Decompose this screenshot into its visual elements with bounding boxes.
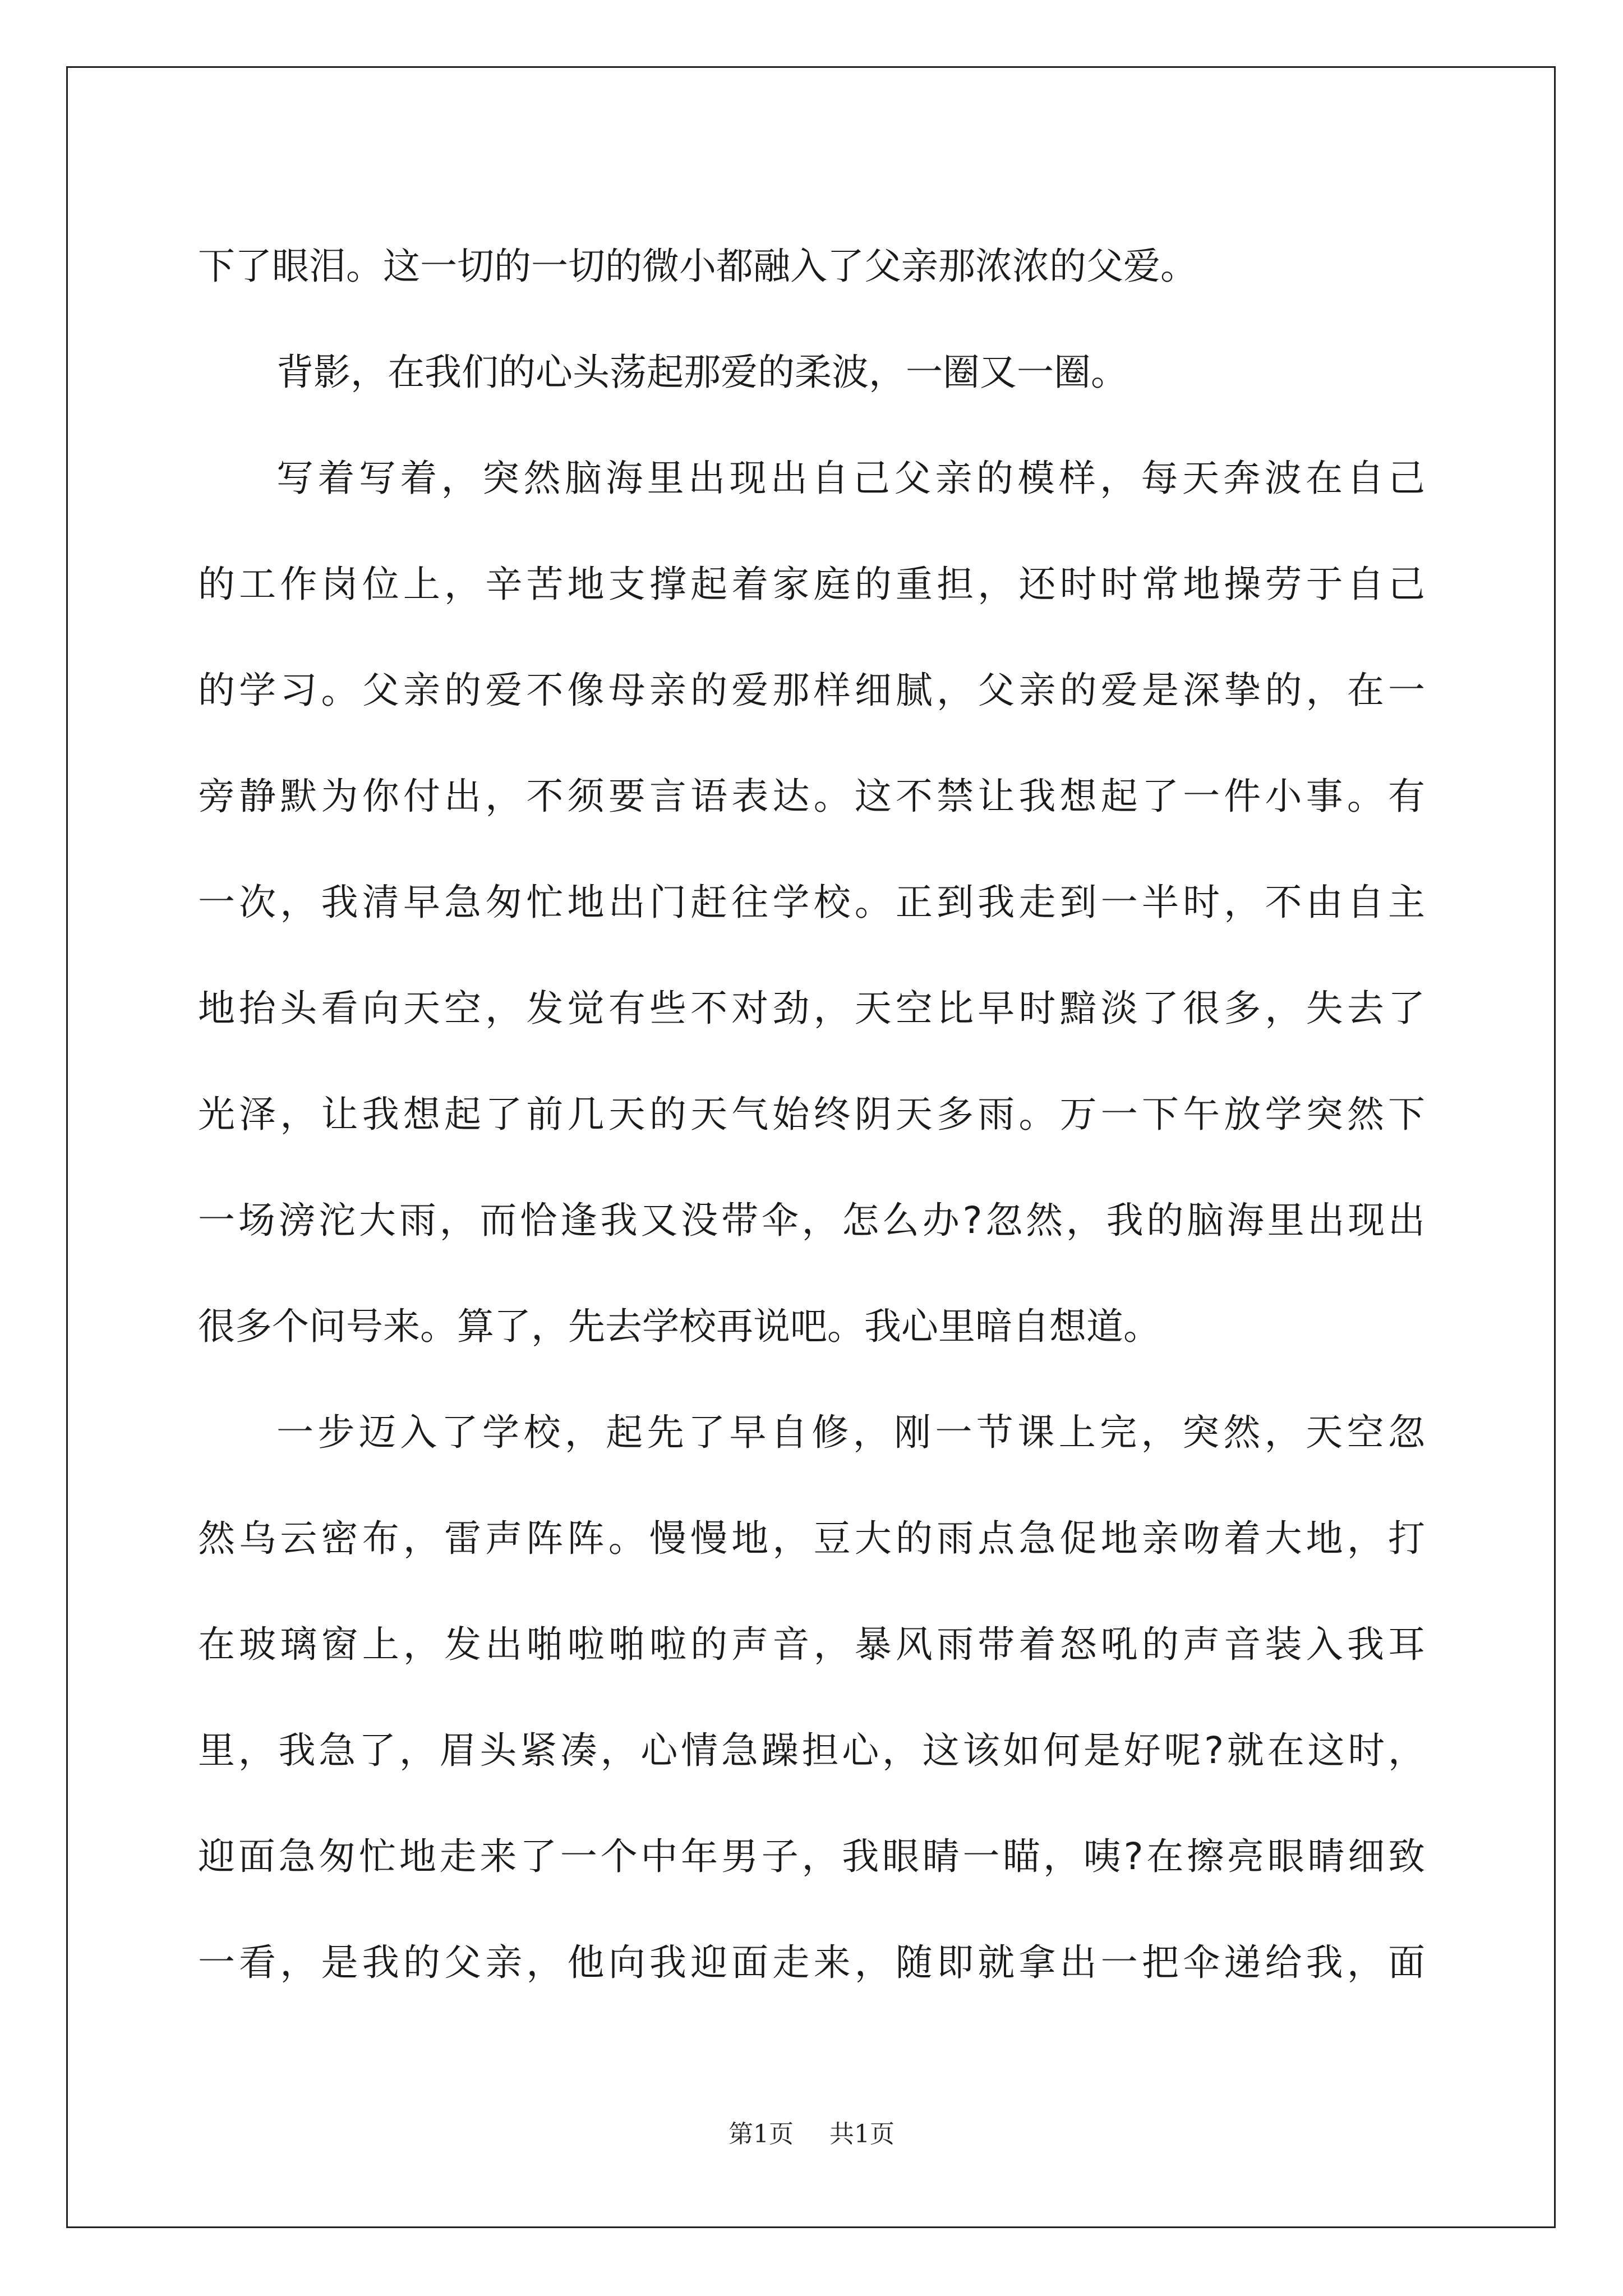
text-line: 在玻璃窗上，发出啪啦啪啦的声音，暴风雨带着怒吼的声音装入我耳 [198,1623,1425,1666]
text-line: 然乌云密布，雷声阵阵。慢慢地，豆大的雨点急促地亲吻着大地，打 [198,1517,1425,1560]
text-line: 旁静默为你付出，不须要言语表达。这不禁让我想起了一件小事。有 [198,775,1425,818]
text-line: 很多个问号来。算了，先去学校再说吧。我心里暗自想道。 [198,1305,1160,1348]
text-line: 写着写着，突然脑海里出现出自己父亲的模样，每天奔波在自己 [276,457,1425,500]
text-line: 迎面急匆忙地走来了一个中年男子，我眼睛一瞄，咦?在擦亮眼睛细致 [198,1835,1425,1878]
text-line: 一场滂沱大雨，而恰逢我又没带伞，怎么办?忽然，我的脑海里出现出 [198,1199,1425,1242]
text-line: 的工作岗位上，辛苦地支撑起着家庭的重担，还时时常地操劳于自己 [198,563,1425,606]
page-footer [0,2114,1623,2150]
text-line: 一看，是我的父亲，他向我迎面走来，随即就拿出一把伞递给我，面 [198,1941,1425,1984]
text-line: 一次，我清早急匆忙地出门赶往学校。正到我走到一半时，不由自主 [198,881,1425,924]
text-line: 的学习。父亲的爱不像母亲的爱那样细腻，父亲的爱是深挚的，在一 [198,669,1425,712]
text-line: 一步迈入了学校，起先了早自修，刚一节课上完，突然，天空忽 [276,1411,1425,1454]
page-number-current: 第1页 [728,2120,794,2148]
document-body [198,213,1425,2016]
text-line: 里，我急了，眉头紧凑，心情急躁担心，这该如何是好呢?就在这时， [198,1729,1425,1772]
text-line: 地抬头看向天空，发觉有些不对劲，天空比早时黯淡了很多，失去了 [198,987,1425,1030]
text-line: 背影，在我们的心头荡起那爱的柔波，一圈又一圈。 [276,351,1128,394]
page-number-total: 共1页 [829,2120,895,2148]
text-line: 下了眼泪。这一切的一切的微小都融入了父亲那浓浓的父爱。 [198,245,1197,288]
text-line: 光泽，让我想起了前几天的天气始终阴天多雨。万一下午放学突然下 [198,1093,1425,1136]
